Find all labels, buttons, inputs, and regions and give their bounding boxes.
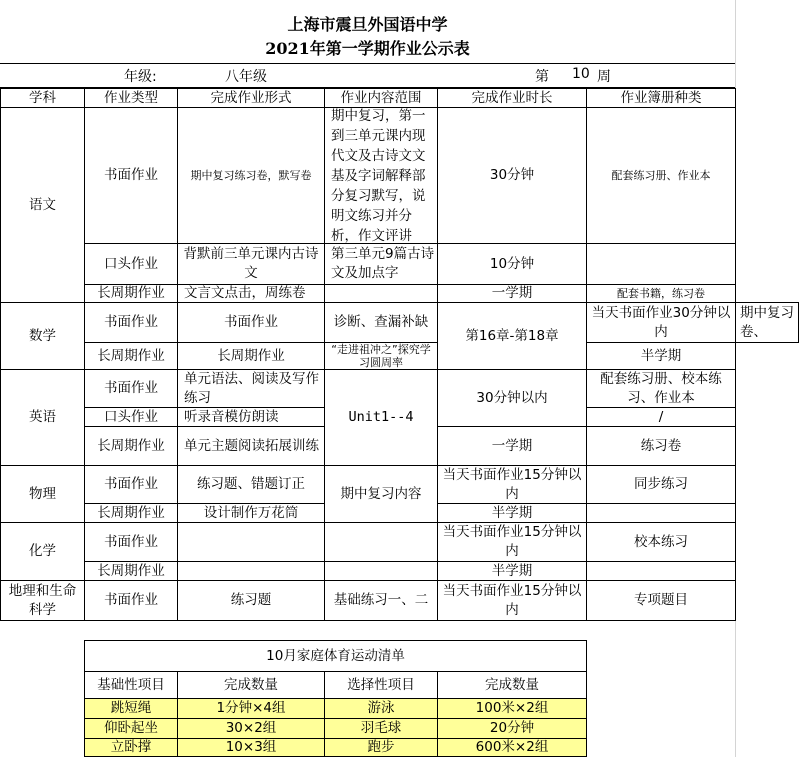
exercise-basic-qty: 10×3组 [177, 738, 325, 757]
exercise-header-qty1: 完成数量 [177, 671, 325, 699]
header-scope: 作业内容范围 [324, 88, 438, 108]
physics-scope: 期中复习内容 [324, 465, 438, 523]
geo-duration-written: 当天书面作业15分钟以内 [437, 580, 587, 621]
geo-scope-written: 基础练习一、二 [324, 580, 438, 621]
header-duration: 完成作业时长 [437, 88, 587, 108]
physics-form-long: 设计制作万花筒 [177, 503, 325, 523]
chinese-form-written: 期中复习练习卷，默写卷 [177, 107, 325, 244]
english-book-long: 练习卷 [586, 426, 736, 466]
chinese-book-written: 配套练习册、作业本 [586, 107, 736, 244]
chinese-form-long: 文言文点击，周练卷 [177, 284, 325, 303]
chemistry-book-long [586, 561, 736, 581]
english-type-written: 书面作业 [84, 369, 178, 408]
english-duration-written: 30分钟以内 [437, 369, 587, 427]
subject-math: 数学 [0, 302, 85, 370]
math-type-written: 书面作业 [84, 302, 178, 343]
chemistry-type-long: 长周期作业 [84, 561, 178, 581]
math-type-long: 长周期作业 [84, 342, 178, 370]
chinese-scope-oral: 第三单元9篇古诗文及加点字 [324, 243, 438, 285]
header-subject: 学科 [0, 88, 85, 108]
chinese-book-long: 配套书籍，练习卷 [586, 284, 736, 303]
exercise-title: 10月家庭体育运动清单 [84, 640, 587, 672]
math-form-written: 书面作业 [177, 302, 325, 343]
chemistry-scope-written [324, 522, 438, 562]
table-title: 2021年第一学期作业公示表 [265, 39, 470, 58]
grade-value: 八年级 [225, 69, 267, 85]
english-scope: Unit1--4 [324, 369, 438, 466]
physics-book-long [586, 503, 736, 523]
math-book-written: 当天书面作业30分钟以内 [586, 302, 736, 343]
chemistry-scope-long [324, 561, 438, 581]
english-form-oral: 听录音模仿朗读 [177, 407, 325, 427]
exercise-basic-item: 立卧撑 [84, 738, 178, 757]
week-suffix: 周 [597, 69, 611, 85]
physics-book-written: 同步练习 [586, 465, 736, 504]
exercise-optional-qty: 100米×2组 [437, 698, 587, 719]
english-book-oral: / [586, 407, 736, 427]
meta-row [0, 63, 735, 88]
geo-type-written: 书面作业 [84, 580, 178, 621]
exercise-basic-qty: 1分钟×4组 [177, 698, 325, 719]
math-scope-written: 诊断、查漏补缺 [324, 302, 438, 343]
exercise-basic-qty: 30×2组 [177, 718, 325, 739]
chinese-form-oral: 背默前三单元课内古诗文 [177, 243, 325, 285]
chemistry-type-written: 书面作业 [84, 522, 178, 562]
subject-physics: 物理 [0, 465, 85, 523]
subject-geo-life: 地理和生命科学 [0, 580, 85, 621]
subject-chemistry: 化学 [0, 522, 85, 581]
exercise-optional-item: 羽毛球 [324, 718, 438, 739]
english-form-long: 单元主题阅读拓展训练 [177, 426, 325, 466]
chinese-duration-oral: 10分钟 [437, 243, 587, 285]
exercise-optional-qty: 20分钟 [437, 718, 587, 739]
chemistry-duration-long: 半学期 [437, 561, 587, 581]
chemistry-form-long [177, 561, 325, 581]
school-title: 上海市震旦外国语中学 [287, 15, 448, 34]
physics-form-written: 练习题、错题订正 [177, 465, 325, 504]
exercise-header-optional: 选择性项目 [324, 671, 438, 699]
chemistry-book-written: 校本练习 [586, 522, 736, 562]
subject-english: 英语 [0, 369, 85, 466]
week-label: 第 [535, 69, 549, 85]
physics-type-long: 长周期作业 [84, 503, 178, 523]
english-duration-long: 一学期 [437, 426, 587, 466]
exercise-basic-item: 跳短绳 [84, 698, 178, 719]
english-form-written: 单元语法、阅读及写作练习 [177, 369, 325, 408]
english-type-oral: 口头作业 [84, 407, 178, 427]
chemistry-duration-written: 当天书面作业15分钟以内 [437, 522, 587, 562]
chinese-type-written: 书面作业 [84, 107, 178, 244]
header-type: 作业类型 [84, 88, 178, 108]
week-number: 10 [572, 66, 590, 82]
math-scope-long: “走进祖冲之”探究学习圆周率 [324, 342, 438, 370]
chinese-type-long: 长周期作业 [84, 284, 178, 303]
physics-duration-long: 半学期 [437, 503, 587, 523]
chinese-scope-long [324, 284, 438, 303]
grade-label: 年级: [124, 69, 157, 85]
subject-chinese: 语文 [0, 107, 85, 303]
english-book-written: 配套练习册、校本练习、作业本 [586, 369, 736, 408]
header-form: 完成作业形式 [177, 88, 325, 108]
physics-duration-written: 当天书面作业15分钟以内 [437, 465, 587, 504]
exercise-optional-item: 跑步 [324, 738, 438, 757]
chinese-type-oral: 口头作业 [84, 243, 178, 285]
exercise-optional-qty: 600米×2组 [437, 738, 587, 757]
english-type-long: 长周期作业 [84, 426, 178, 466]
chinese-book-oral [586, 243, 736, 285]
chemistry-form-written [177, 522, 325, 562]
exercise-basic-item: 仰卧起坐 [84, 718, 178, 739]
math-overflow-note: 期中复习卷、 [735, 302, 799, 343]
chinese-duration-long: 一学期 [437, 284, 587, 303]
geo-book-written: 专项题目 [586, 580, 736, 621]
exercise-header-basic: 基础性项目 [84, 671, 178, 699]
physics-type-written: 书面作业 [84, 465, 178, 504]
math-duration: 第16章-第18章 [437, 302, 587, 370]
chinese-duration-written: 30分钟 [437, 107, 587, 244]
chinese-scope-written: 期中复习，第一到三单元课内现代文及古诗文文基及字词解释部分复习默写，说明文练习并分析，作文评讲 [324, 107, 438, 244]
header-book: 作业簿册种类 [586, 88, 736, 108]
math-form-long: 长周期作业 [177, 342, 325, 370]
exercise-optional-item: 游泳 [324, 698, 438, 719]
exercise-header-qty2: 完成数量 [437, 671, 587, 699]
geo-form-written: 练习题 [177, 580, 325, 621]
math-book-long: 半学期 [586, 342, 736, 370]
